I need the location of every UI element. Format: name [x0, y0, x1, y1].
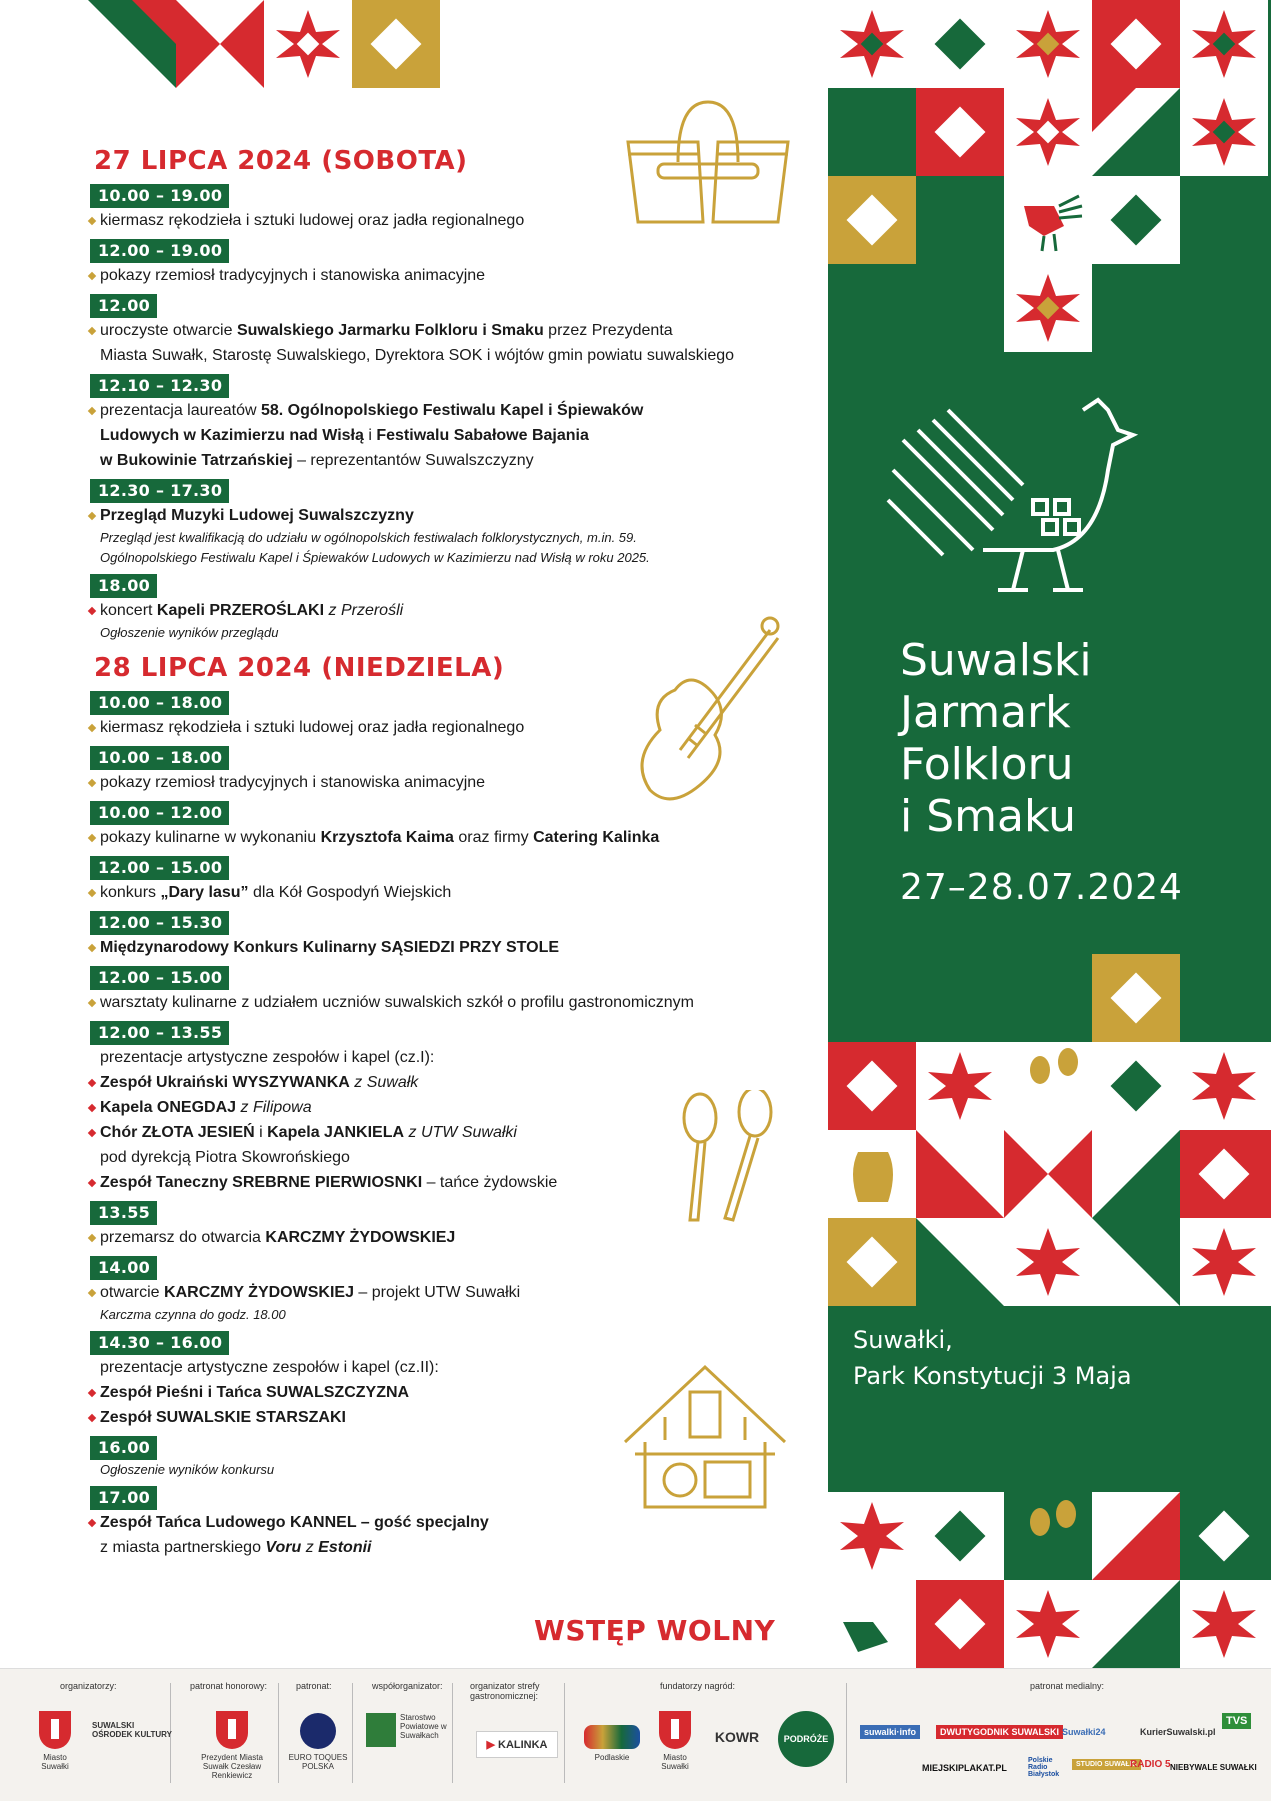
location-park: Park Konstytucji 3 Maja — [853, 1362, 1132, 1390]
time-badge: 10.00 – 19.00 — [90, 184, 229, 208]
event-text-continued: z miasta partnerskiego Voru z Estonii — [100, 1539, 372, 1556]
event-text: koncert Kapeli PRZEROŚLAKI z Przerośli — [90, 598, 830, 623]
star-pattern-tile — [1004, 0, 1092, 88]
media-logo: NIEBYWALE SUWAŁKI — [1170, 1763, 1257, 1772]
diamond-pattern-tile — [828, 176, 916, 264]
kowr-logo: KOWR — [714, 1729, 760, 1745]
media-logo: Polskie Radio Białystok — [1028, 1757, 1060, 1778]
event-text-continued: Miasta Suwałk, Starostę Suwalskiego, Dyrektora SOK i wójtów gmin powiatu suwalskiego — [100, 347, 735, 364]
event-text: prezentacje artystyczne zespołów i kapel (cz.II): — [100, 1359, 439, 1376]
time-badge: 12.00 — [90, 294, 157, 318]
time-badge: 12.00 – 13.55 — [90, 1021, 229, 1045]
diamond-pattern-tile — [916, 88, 1004, 176]
time-badge: 12.00 – 19.00 — [90, 239, 229, 263]
schedule-slot — [90, 691, 830, 740]
schedule-slot — [90, 184, 830, 233]
event-note: Ogólnopolskiego Festiwalu Kapel i Śpiewaków Ludowych w Kazimierzu nad Wisłą w roku 2025. — [100, 550, 650, 565]
event-text: Przegląd Muzyki Ludowej Suwalszczyzny — [90, 503, 830, 528]
performer-item: Zespół Pieśni i Tańca SUWALSZCZYZNA — [90, 1380, 830, 1405]
footer-group-label: patronat honorowy: — [190, 1681, 268, 1691]
time-badge: 12.00 – 15.30 — [90, 911, 229, 935]
time-badge: 12.10 – 12.30 — [90, 374, 229, 398]
time-badge: 12.30 – 17.30 — [90, 479, 229, 503]
performer-item: Zespół Ukraiński WYSZYWANKA z Suwałk — [90, 1070, 830, 1095]
rooster-pattern-tile — [1004, 176, 1092, 264]
schedule-slot — [90, 294, 830, 368]
footer-group-label: organizator strefy gastronomicznej: — [470, 1681, 540, 1701]
star-pattern-tile — [1004, 88, 1092, 176]
footer-group-label: fundatorzy nagród: — [660, 1681, 736, 1691]
event-title-line: Jarmark — [900, 687, 1071, 738]
performer-item: Zespół Taneczny SREBRNE PIERWIOSNKI – tańce żydowskie — [90, 1170, 830, 1195]
time-badge: 10.00 – 12.00 — [90, 801, 229, 825]
title-panel — [828, 0, 1271, 1668]
triangle-pattern-tile — [88, 0, 176, 88]
time-badge: 14.30 – 16.00 — [90, 1331, 229, 1355]
event-dates: 27–28.07.2024 — [900, 867, 1183, 908]
footer-divider — [846, 1683, 847, 1783]
time-badge: 14.00 — [90, 1256, 157, 1280]
time-badge: 17.00 — [90, 1486, 157, 1510]
media-logo: RADIO 5 — [1130, 1759, 1171, 1770]
diamond-pattern-tile — [1092, 176, 1180, 264]
schedule-slot — [90, 479, 830, 568]
time-badge: 12.00 – 15.00 — [90, 856, 229, 880]
prezydent-logo: Prezydent Miasta Suwałk Czesław Renkiewicz — [192, 1711, 272, 1780]
time-badge: 13.55 — [90, 1201, 157, 1225]
event-text: kiermasz rękodzieła i sztuki ludowej oraz jadła regionalnego — [90, 715, 830, 740]
sok-logo: SUWALSKI OŚRODEK KULTURY — [92, 1721, 172, 1739]
time-badge: 10.00 – 18.00 — [90, 746, 229, 770]
folk-pattern-band — [828, 1042, 1271, 1306]
event-text-continued: pod dyrekcją Piotra Skowrońskiego — [100, 1149, 350, 1166]
media-logo: TVS — [1222, 1713, 1251, 1729]
event-note: Ogłoszenie wyników konkursu — [100, 1462, 275, 1477]
kalinka-logo: ▶ KALINKA — [476, 1731, 558, 1758]
star-pattern-tile — [1180, 88, 1268, 176]
triangle-pattern-tile — [1092, 88, 1180, 176]
schedule-slot — [90, 1486, 830, 1560]
diamond-pattern-tile — [1092, 0, 1180, 88]
location-city: Suwałki, — [853, 1326, 953, 1354]
footer-group-label: współorganizator: — [372, 1681, 443, 1691]
event-text: pokazy rzemiosł tradycyjnych i stanowiska animacyjne — [90, 770, 830, 795]
schedule-slot — [90, 1436, 830, 1480]
event-location — [853, 1322, 1132, 1394]
schedule-slot — [90, 966, 830, 1015]
event-text: warsztaty kulinarne z udziałem uczniów suwalskich szkół o profilu gastronomicznym — [90, 990, 830, 1015]
event-note: Przegląd jest kwalifikacją do udziału w ogólnopolskich festiwalach folklorystycznych, m.in. 59. — [100, 530, 637, 545]
performer-item: Zespół Tańca Ludowego KANNEL – gość specjalny — [90, 1510, 830, 1535]
footer-group-label: patronat: — [296, 1681, 332, 1691]
miasto-suwalki-logo: Miasto Suwałki — [650, 1711, 700, 1771]
footer-divider — [352, 1683, 353, 1783]
performer-item: Kapela ONEGDAJ z Filipowa — [90, 1095, 830, 1120]
media-logo: MIEJSKIPLAKAT.PL — [922, 1763, 1007, 1773]
schedule-slot — [90, 911, 830, 960]
schedule-slot — [90, 1021, 830, 1195]
performer-item: Zespół SUWALSKIE STARSZAKI — [90, 1405, 830, 1430]
time-badge: 12.00 – 15.00 — [90, 966, 229, 990]
media-logo: suwalki·info — [860, 1725, 920, 1739]
event-title-line: Folkloru — [900, 739, 1074, 790]
event-text: pokazy kulinarne w wykonaniu Krzysztofa Kaima oraz firmy Catering Kalinka — [90, 825, 830, 850]
star-pattern-tile — [828, 0, 916, 88]
footer-divider — [278, 1683, 279, 1783]
star-pattern-tile — [264, 0, 352, 88]
media-logo: Suwałki24 — [1062, 1727, 1106, 1737]
event-title-line: Suwalski — [900, 635, 1092, 686]
footer-divider — [564, 1683, 565, 1783]
event-text: konkurs „Dary lasu” dla Kół Gospodyń Wiejskich — [90, 880, 830, 905]
folk-pattern-band — [828, 1492, 1271, 1668]
sponsors-footer — [0, 1668, 1271, 1801]
event-note: Ogłoszenie wyników przeglądu — [100, 625, 279, 640]
star-pattern-tile — [1004, 264, 1092, 352]
podlaskie-logo: Podlaskie — [584, 1725, 640, 1762]
star-pattern-tile — [1180, 0, 1268, 88]
time-badge: 10.00 – 18.00 — [90, 691, 229, 715]
time-badge: 16.00 — [90, 1436, 157, 1460]
program-schedule — [90, 146, 830, 1566]
schedule-slot — [90, 746, 830, 795]
media-logo: DWUTYGODNIK SUWALSKI — [936, 1725, 1063, 1739]
footer-group-label: patronat medialny: — [1030, 1681, 1105, 1691]
event-text: przemarsz do otwarcia KARCZMY ŻYDOWSKIEJ — [90, 1225, 830, 1250]
rooster-icon — [883, 390, 1143, 600]
schedule-slot — [90, 574, 830, 643]
footer-divider — [452, 1683, 453, 1783]
triangle-pattern-tile — [176, 0, 264, 88]
media-logo: KurierSuwalski.pl — [1140, 1727, 1216, 1737]
schedule-slot — [90, 374, 830, 473]
diamond-pattern-tile — [1092, 954, 1180, 1042]
schedule-slot — [90, 1256, 830, 1325]
podroze-logo: PODRÓŻE — [778, 1711, 834, 1767]
event-text: prezentacje artystyczne zespołów i kapel (cz.I): — [100, 1049, 435, 1066]
schedule-slot — [90, 1331, 830, 1430]
event-text-continued: w Bukowinie Tatrzańskiej – reprezentantów Suwalszczyzny — [100, 452, 534, 469]
schedule-slot — [90, 856, 830, 905]
top-pattern-strip — [88, 0, 440, 88]
schedule-slot — [90, 239, 830, 288]
media-logo: STUDIO SUWAŁKI — [1072, 1759, 1141, 1770]
event-text: kiermasz rękodzieła i sztuki ludowej oraz jadła regionalnego — [90, 208, 830, 233]
day-title: 27 LIPCA 2024 (SOBOTA) — [94, 146, 468, 176]
event-text: Międzynarodowy Konkurs Kulinarny SĄSIEDZI PRZY STOLE — [90, 935, 830, 960]
diamond-pattern-tile — [352, 0, 440, 88]
day-title: 28 LIPCA 2024 (NIEDZIELA) — [94, 653, 505, 683]
diamond-pattern-tile — [916, 0, 1004, 88]
event-text: otwarcie KARCZMY ŻYDOWSKIEJ – projekt UTW Suwałki — [90, 1280, 830, 1305]
starostwo-logo: Starostwo Powiatowe w Suwałkach — [366, 1713, 450, 1747]
event-note: Karczma czynna do godz. 18.00 — [100, 1307, 286, 1322]
schedule-slot — [90, 1201, 830, 1250]
event-text: prezentacja laureatów 58. Ogólnopolskiego Festiwalu Kapel i Śpiewaków — [90, 398, 830, 423]
event-text: pokazy rzemiosł tradycyjnych i stanowiska animacyjne — [90, 263, 830, 288]
event-text: uroczyste otwarcie Suwalskiego Jarmarku Folkloru i Smaku przez Prezydenta — [90, 318, 830, 343]
euro-toques-logo: EURO TOQUES POLSKA — [288, 1713, 348, 1771]
event-title-block — [900, 635, 1183, 908]
event-text-continued: Ludowych w Kazimierzu nad Wisłą i Festiwalu Sabałowe Bajania — [100, 427, 589, 444]
free-entry-label: WSTĘP WOLNY — [534, 1614, 776, 1647]
performer-item: Chór ZŁOTA JESIEŃ i Kapela JANKIELA z UTW Suwałki — [90, 1120, 830, 1145]
miasto-suwalki-logo: Miasto Suwałki — [30, 1711, 80, 1771]
time-badge: 18.00 — [90, 574, 157, 598]
footer-group-label: organizatorzy: — [60, 1681, 117, 1691]
schedule-slot — [90, 801, 830, 850]
event-title-line: i Smaku — [900, 791, 1076, 842]
